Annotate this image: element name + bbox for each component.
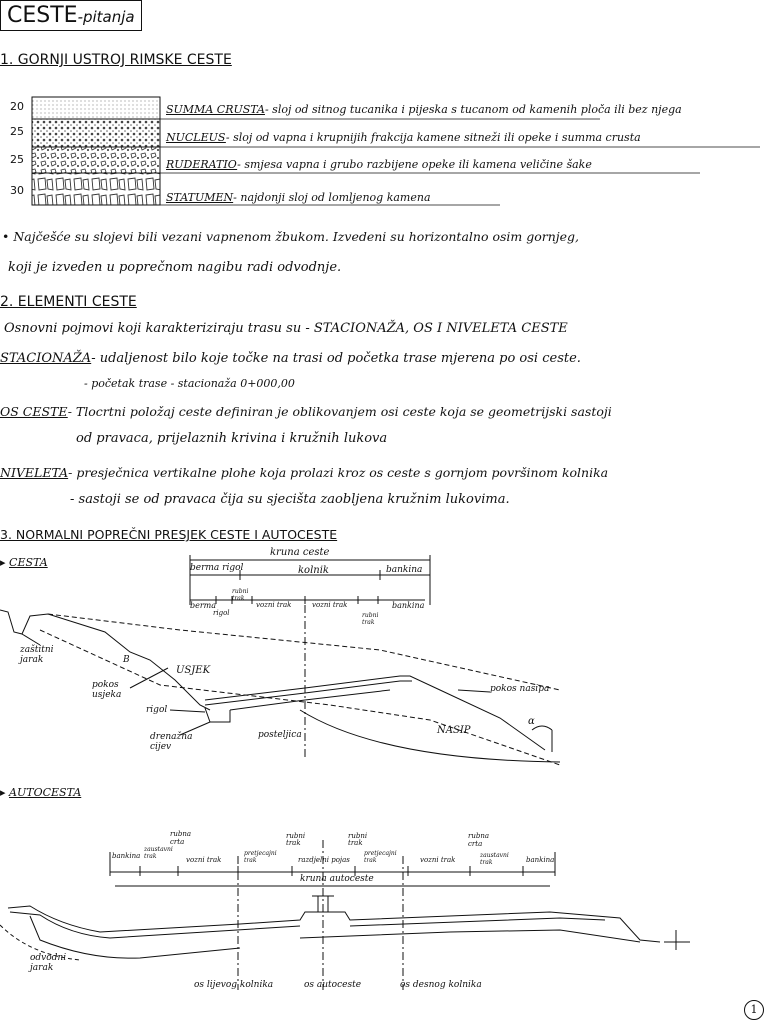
ac-os-lijevog: os lijevog kolnika xyxy=(194,980,274,990)
section1-heading: 1. GORNJI USTROJ RIMSKE CESTE xyxy=(0,52,232,68)
layer-ruderatio-desc: - smjesa vapna i grubo razbijene opeke ili kamena veličine šake xyxy=(237,158,592,171)
cesta-posteljica: posteljica xyxy=(258,730,302,740)
layer-statumen-name: STATUMEN xyxy=(166,191,234,204)
ac-lane-7: vozni trak xyxy=(420,856,456,864)
cesta-r2-rubni-l: rubni trak xyxy=(232,588,249,602)
cesta-r2-bankina: bankina xyxy=(392,601,425,610)
cesta-top-1: berma rigol xyxy=(190,563,244,573)
stacionaza-term: STACIONAŽA xyxy=(0,351,92,366)
title-main: CESTE xyxy=(7,3,78,28)
cesta-b: B xyxy=(123,655,130,665)
cesta-zastitni: zaštitni jarak xyxy=(20,645,54,665)
layer-nucleus-name: NUCLEUS xyxy=(166,131,226,144)
ac-lane-6: pretjecajni trak xyxy=(364,850,397,864)
ac-lane-2: zaustavni trak xyxy=(144,846,173,860)
ac-rubni-trak-c1: rubni trak xyxy=(286,832,306,847)
niveleta-text: - presječnica vertikalne plohe koja prolazi kroz os ceste s gornjom površinom kolnika xyxy=(68,465,609,480)
layer-statumen-desc: - najdonji sloj od lomljenog kamena xyxy=(233,191,431,204)
cesta-usjek: USJEK xyxy=(176,665,211,676)
cesta-kruna: kruna ceste xyxy=(270,547,330,558)
stacionaza-text: - udaljenost bilo koje točke na trasi od početka trase mjerena po osi ceste. xyxy=(91,351,581,366)
section2-intro: Osnovni pojmovi koji karakteriziraju trasu su - STACIONAŽA, OS I NIVELETA CESTE xyxy=(4,321,568,336)
cesta-pokos-usjeka: pokos usjeka xyxy=(92,680,122,700)
niveleta-term: NIVELETA xyxy=(0,465,69,480)
thickness-4: 30 xyxy=(10,184,24,197)
ac-os-autoceste: os autoceste xyxy=(304,980,362,990)
os-term: OS CESTE xyxy=(0,404,68,419)
page-number: 1 xyxy=(744,1000,764,1020)
os-text: - Tlocrtni položaj ceste definiran je oblikovanjem osi ceste koja se geometrijski sastoji xyxy=(67,404,612,419)
cesta-top-3: bankina xyxy=(386,565,423,575)
cesta-label-text: CESTA xyxy=(9,556,48,569)
stacionaza-sub: - početak trase - stacionaža 0+000,00 xyxy=(84,377,295,390)
cesta-alpha: α xyxy=(528,716,535,727)
niveleta-def-2: - sastoji se od pravaca čija su sjecišta zaobljena kružnim lukovima. xyxy=(70,492,510,507)
ac-lane-3: vozni trak xyxy=(186,856,222,864)
cesta-top-2: kolnik xyxy=(298,565,329,576)
title-sub: -pitanja xyxy=(77,8,135,26)
layer-summa-name: SUMMA CRUSTA xyxy=(166,103,265,116)
ac-rubni-trak-c2: rubni trak xyxy=(348,832,368,847)
cesta-r2-berma: berma xyxy=(190,601,217,610)
ac-rubna-crta-r: rubna crta xyxy=(468,832,490,848)
ac-lane-8: zaustavni trak xyxy=(480,852,509,866)
cesta-drenazna: drenažna cijev xyxy=(150,732,193,752)
ac-rubna-crta-l: rubna crta xyxy=(170,830,192,846)
os-def-2: od pravaca, prijelaznih krivina i kružnih lukova xyxy=(76,431,388,446)
layer-nucleus-desc: - sloj od vapna i krupnijih frakcija kamene sitneži ili opeke i summa crusta xyxy=(225,131,641,144)
ac-odvodni: odvodni jarak xyxy=(30,953,67,973)
cesta-pokos-nasipa: pokos nasipa xyxy=(490,684,550,694)
thickness-2: 25 xyxy=(10,125,24,138)
cesta-r2-rubni-r: rubni trak xyxy=(362,612,379,626)
section2-heading: 2. ELEMENTI CESTE xyxy=(0,294,137,310)
thickness-3: 25 xyxy=(10,153,24,166)
ac-os-desnog: os desnog kolnika xyxy=(400,980,482,990)
ac-lane-4: pretjecajni trak xyxy=(244,850,277,864)
cesta-nasip: NASIP xyxy=(437,725,471,736)
autocesta-label: ▸ AUTOCESTA xyxy=(0,786,82,799)
ac-lane-9: bankina xyxy=(526,856,555,864)
layer-ruderatio-name: RUDERATIO xyxy=(166,158,238,171)
section1-note-2: koji je izveden u poprečnom nagibu radi odvodnje. xyxy=(8,260,342,275)
ac-kruna: kruna autoceste xyxy=(300,874,374,884)
section1-note-1: • Najčešće su slojevi bili vezani vapnenom žbukom. Izvedeni su horizontalno osim gornjeg, xyxy=(2,229,580,244)
cesta-r2-vozni-l: vozni trak xyxy=(256,601,292,609)
autocesta-label-text: AUTOCESTA xyxy=(9,786,82,799)
ac-lane-1: bankina xyxy=(112,852,141,860)
section3-heading: 3. NORMALNI POPREČNI PRESJEK CESTE I AUTOCESTE xyxy=(0,527,338,542)
layer-summa-desc: - sloj od sitnog tucanika i pijeska s tucanom od kamenih ploča ili bez njega xyxy=(264,103,682,116)
thickness-1: 20 xyxy=(10,100,24,113)
cesta-label: ▸ CESTA xyxy=(0,556,48,569)
cesta-r2-vozni-r: vozni trak xyxy=(312,601,348,609)
ac-lane-5: razdjelni pojas xyxy=(298,856,350,864)
cesta-rigol: rigol xyxy=(146,705,168,715)
cesta-r2-rigol: rigol xyxy=(213,609,230,617)
